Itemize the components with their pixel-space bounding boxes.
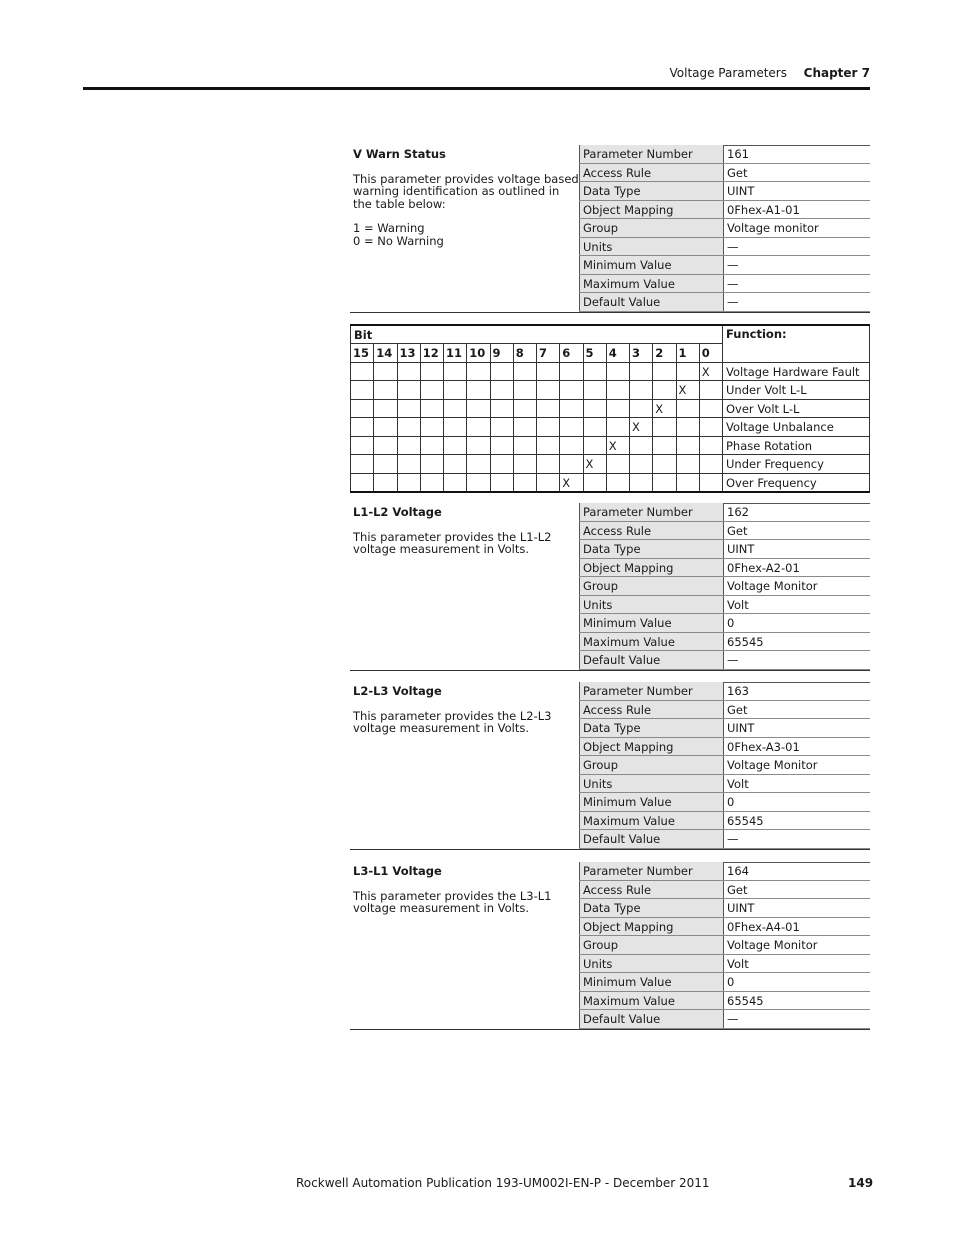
bit-cell xyxy=(583,473,606,492)
bit-cell xyxy=(676,455,699,474)
bit-cell xyxy=(653,418,676,437)
table-row xyxy=(351,455,870,474)
bit-cell xyxy=(653,473,676,492)
attr-value: 65545 xyxy=(727,634,764,649)
divider xyxy=(350,1029,870,1030)
bit-cell xyxy=(606,399,629,418)
attr-label: Maximum Value xyxy=(579,633,724,651)
attr-value: — xyxy=(727,832,739,846)
bit-cell xyxy=(560,436,583,455)
attr-value: — xyxy=(727,239,739,254)
attr-row xyxy=(579,256,870,275)
param-block-l3-l1-voltage xyxy=(350,862,870,1030)
attr-label: Access Rule xyxy=(579,164,724,182)
param-description-text: This parameter provides the L1-L2 voltage measurement in Volts. xyxy=(353,529,552,556)
attr-label: Group xyxy=(579,577,724,595)
bit-cell xyxy=(537,418,560,437)
attr-value: Get xyxy=(727,165,748,180)
attr-value: 0Fhex-A3-01 xyxy=(727,739,800,754)
bit-cell xyxy=(490,418,513,437)
attr-value: Voltage monitor xyxy=(727,221,819,235)
bit-cell xyxy=(653,362,676,381)
divider xyxy=(350,670,870,671)
bit-cell xyxy=(397,362,420,381)
bit-number: 0 xyxy=(699,344,722,363)
bit-cell xyxy=(374,418,397,437)
attr-row xyxy=(579,522,870,541)
attr-value: — xyxy=(727,258,739,272)
attr-row xyxy=(579,503,870,522)
bit-number: 12 xyxy=(420,344,443,363)
bit-cell xyxy=(583,381,606,400)
attr-label: Group xyxy=(579,219,724,237)
bit-number: 5 xyxy=(583,344,606,363)
section-title: Voltage Parameters xyxy=(669,66,787,80)
attr-row xyxy=(579,793,870,812)
bit-number: 8 xyxy=(513,344,536,363)
function-cell: Phase Rotation xyxy=(723,436,870,455)
bit-cell xyxy=(699,381,722,400)
attr-value: 0Fhex-A1-01 xyxy=(727,202,800,217)
table-row xyxy=(351,399,870,418)
bit-cell xyxy=(467,473,490,492)
attr-value: 0Fhex-A4-01 xyxy=(727,919,800,934)
attr-row xyxy=(579,540,870,559)
attr-value: Voltage Monitor xyxy=(727,758,818,772)
bit-cell xyxy=(374,362,397,381)
attr-label: Parameter Number xyxy=(579,682,724,700)
bit-cell xyxy=(630,381,653,400)
attr-label: Parameter Number xyxy=(579,862,724,880)
param-title: L3-L1 Voltage xyxy=(353,864,442,878)
param-title: L1-L2 Voltage xyxy=(353,505,442,519)
bit-number: 2 xyxy=(653,344,676,363)
bit-cell xyxy=(653,436,676,455)
attr-value: 65545 xyxy=(727,993,764,1008)
attr-label: Default Value xyxy=(579,830,724,848)
page-number: 149 xyxy=(848,1176,874,1190)
attr-label: Object Mapping xyxy=(579,201,724,219)
attr-value: 163 xyxy=(727,684,749,698)
bit-cell xyxy=(676,436,699,455)
attr-value: Voltage Monitor xyxy=(727,579,818,593)
attr-row xyxy=(579,830,870,849)
attr-row xyxy=(579,936,870,955)
attr-label: Group xyxy=(579,936,724,954)
bit-cell: X xyxy=(699,362,722,381)
bit-cell xyxy=(467,418,490,437)
bit-cell xyxy=(560,362,583,381)
attr-row xyxy=(579,812,870,831)
bit-cell xyxy=(374,399,397,418)
bit-cell xyxy=(351,362,374,381)
bit-cell xyxy=(397,436,420,455)
bit-number: 9 xyxy=(490,344,513,363)
bit-cell xyxy=(397,455,420,474)
attr-value: 0 xyxy=(727,795,735,809)
divider xyxy=(350,312,870,313)
bit-cell xyxy=(420,418,443,437)
divider xyxy=(350,849,870,850)
bit-header: Bit xyxy=(351,325,723,344)
attr-row xyxy=(579,738,870,757)
attr-label: Group xyxy=(579,756,724,774)
bit-cell xyxy=(374,381,397,400)
bit-cell xyxy=(397,418,420,437)
bit-cell xyxy=(467,362,490,381)
attr-label: Access Rule xyxy=(579,701,724,719)
attr-value: — xyxy=(727,1012,739,1026)
function-cell: Over Volt L-L xyxy=(723,399,870,418)
function-cell: Under Volt L-L xyxy=(723,381,870,400)
bit-cell xyxy=(513,473,536,492)
bit-cell xyxy=(513,418,536,437)
attr-row xyxy=(579,955,870,974)
attr-value: UINT xyxy=(727,901,755,915)
param-attributes xyxy=(579,503,870,670)
legend-no-warning: 0 = No Warning xyxy=(353,233,444,248)
bit-cell xyxy=(699,436,722,455)
attr-row xyxy=(579,238,870,257)
bit-cell xyxy=(444,362,467,381)
bit-cell xyxy=(560,399,583,418)
attr-value: 0Fhex-A2-01 xyxy=(727,560,800,575)
bit-cell xyxy=(351,436,374,455)
bit-cell xyxy=(630,455,653,474)
attr-value: UINT xyxy=(727,184,755,198)
param-block-l1-l2-voltage xyxy=(350,503,870,671)
attr-row xyxy=(579,973,870,992)
bit-cell xyxy=(653,381,676,400)
attr-row xyxy=(579,775,870,794)
bit-cell xyxy=(513,436,536,455)
attr-label: Maximum Value xyxy=(579,992,724,1010)
attr-value: 65545 xyxy=(727,813,764,828)
attr-label: Default Value xyxy=(579,1010,724,1028)
attr-row xyxy=(579,992,870,1011)
attr-value: 162 xyxy=(727,505,749,519)
bit-cell: X xyxy=(560,473,583,492)
attr-row xyxy=(579,164,870,183)
bit-cell xyxy=(653,455,676,474)
bit-cell xyxy=(537,362,560,381)
bit-cell xyxy=(606,362,629,381)
attr-label: Object Mapping xyxy=(579,559,724,577)
attr-row xyxy=(579,145,870,164)
table-row xyxy=(351,473,870,492)
bit-cell xyxy=(676,418,699,437)
bit-cell xyxy=(676,362,699,381)
bit-cell xyxy=(420,399,443,418)
bit-cell xyxy=(467,399,490,418)
attr-label: Access Rule xyxy=(579,881,724,899)
attr-label: Units xyxy=(579,596,724,614)
attr-label: Access Rule xyxy=(579,522,724,540)
param-description-text: This parameter provides voltage based warning identification as outlined in the table below: xyxy=(353,171,579,211)
attr-row xyxy=(579,219,870,238)
attr-row xyxy=(579,201,870,220)
bit-cell xyxy=(397,399,420,418)
param-description xyxy=(350,682,579,850)
bit-cell xyxy=(490,455,513,474)
attr-label: Maximum Value xyxy=(579,275,724,293)
param-description-text: This parameter provides the L3-L1 voltage measurement in Volts. xyxy=(353,888,552,915)
bit-cell: X xyxy=(630,418,653,437)
attr-row xyxy=(579,559,870,578)
attr-label: Units xyxy=(579,238,724,256)
bit-number: 7 xyxy=(537,344,560,363)
function-cell: Voltage Unbalance xyxy=(723,418,870,437)
bit-cell xyxy=(467,455,490,474)
bit-cell xyxy=(420,362,443,381)
page-header xyxy=(83,66,870,90)
bit-cell xyxy=(420,473,443,492)
attr-value: UINT xyxy=(727,542,755,556)
bit-cell xyxy=(444,436,467,455)
bit-function-table xyxy=(350,324,870,493)
bit-number: 1 xyxy=(676,344,699,363)
param-description-text: This parameter provides the L2-L3 voltage measurement in Volts. xyxy=(353,708,552,735)
bit-cell xyxy=(513,455,536,474)
bit-cell xyxy=(537,399,560,418)
table-row xyxy=(351,381,870,400)
attr-row xyxy=(579,862,870,881)
attr-label: Minimum Value xyxy=(579,793,724,811)
bit-cell xyxy=(699,455,722,474)
bit-cell xyxy=(467,436,490,455)
attr-label: Default Value xyxy=(579,651,724,669)
attr-value: Get xyxy=(727,882,748,897)
bit-cell xyxy=(699,399,722,418)
attr-row xyxy=(579,275,870,294)
attr-row xyxy=(579,596,870,615)
attr-label: Maximum Value xyxy=(579,812,724,830)
attr-row xyxy=(579,1010,870,1029)
bit-cell xyxy=(490,362,513,381)
attr-label: Data Type xyxy=(579,899,724,917)
bit-cell xyxy=(606,455,629,474)
param-description xyxy=(350,145,579,313)
bit-cell xyxy=(583,436,606,455)
attr-row xyxy=(579,918,870,937)
bit-number: 6 xyxy=(560,344,583,363)
attr-row xyxy=(579,614,870,633)
attr-label: Data Type xyxy=(579,719,724,737)
bit-cell xyxy=(630,362,653,381)
bit-cell xyxy=(537,436,560,455)
bit-cell xyxy=(560,381,583,400)
attr-row xyxy=(579,633,870,652)
attr-label: Minimum Value xyxy=(579,256,724,274)
bit-number: 4 xyxy=(606,344,629,363)
attr-row xyxy=(579,899,870,918)
attr-row xyxy=(579,682,870,701)
bit-cell xyxy=(513,399,536,418)
attr-value: — xyxy=(727,295,739,309)
bit-cell xyxy=(699,418,722,437)
attr-value: 0 xyxy=(727,975,735,989)
bit-cell xyxy=(606,381,629,400)
bit-cell xyxy=(537,455,560,474)
bit-cell xyxy=(676,473,699,492)
bit-cell xyxy=(583,399,606,418)
attr-label: Data Type xyxy=(579,540,724,558)
attr-row xyxy=(579,293,870,312)
bit-cell xyxy=(351,381,374,400)
bit-cell xyxy=(537,473,560,492)
attr-row xyxy=(579,182,870,201)
bit-cell: X xyxy=(583,455,606,474)
bit-cell: X xyxy=(606,436,629,455)
attr-label: Object Mapping xyxy=(579,738,724,756)
bit-cell xyxy=(513,362,536,381)
attr-value: Get xyxy=(727,702,748,717)
bit-cell xyxy=(490,436,513,455)
attr-value: 161 xyxy=(727,147,749,161)
attr-value: Volt xyxy=(727,597,749,612)
param-block-l2-l3-voltage xyxy=(350,682,870,850)
bit-cell xyxy=(374,455,397,474)
attr-value: — xyxy=(727,653,739,667)
attr-value: Volt xyxy=(727,956,749,971)
bit-cell xyxy=(351,473,374,492)
param-block-v-warn-status xyxy=(350,145,870,313)
bit-cell xyxy=(444,455,467,474)
attr-value: Get xyxy=(727,523,748,538)
chapter-label: Chapter 7 xyxy=(803,66,870,80)
bit-number: 10 xyxy=(467,344,490,363)
bit-cell xyxy=(560,418,583,437)
attr-value: Volt xyxy=(727,776,749,791)
attr-label: Object Mapping xyxy=(579,918,724,936)
attr-value: Voltage Monitor xyxy=(727,938,818,952)
param-attributes xyxy=(579,145,870,312)
bit-cell xyxy=(583,362,606,381)
bit-cell xyxy=(420,455,443,474)
bit-cell xyxy=(537,381,560,400)
bit-cell xyxy=(490,399,513,418)
table-header-row xyxy=(351,325,870,344)
bit-cell xyxy=(444,473,467,492)
param-description xyxy=(350,503,579,671)
function-header: Function: xyxy=(723,325,870,362)
bit-number: 3 xyxy=(630,344,653,363)
param-description xyxy=(350,862,579,1030)
function-cell: Over Frequency xyxy=(723,473,870,492)
param-attributes xyxy=(579,862,870,1029)
attr-row xyxy=(579,651,870,670)
bit-cell xyxy=(351,455,374,474)
table-row xyxy=(351,418,870,437)
bit-cell xyxy=(351,399,374,418)
attr-label: Parameter Number xyxy=(579,503,724,521)
bit-cell: X xyxy=(676,381,699,400)
attr-value: — xyxy=(727,276,739,291)
attr-label: Data Type xyxy=(579,182,724,200)
bit-cell xyxy=(490,381,513,400)
attr-label: Minimum Value xyxy=(579,973,724,991)
bit-cell xyxy=(583,418,606,437)
table-row xyxy=(351,362,870,381)
bit-cell xyxy=(676,399,699,418)
table-row xyxy=(351,436,870,455)
param-title: L2-L3 Voltage xyxy=(353,684,442,698)
bit-cell xyxy=(374,436,397,455)
attr-value: UINT xyxy=(727,721,755,735)
bit-cell xyxy=(490,473,513,492)
bit-cell xyxy=(444,381,467,400)
bit-cell xyxy=(606,418,629,437)
bit-cell xyxy=(444,399,467,418)
bit-cell xyxy=(513,381,536,400)
attr-row xyxy=(579,881,870,900)
attr-label: Units xyxy=(579,955,724,973)
attr-row xyxy=(579,756,870,775)
bit-cell xyxy=(467,381,490,400)
publication-id: Rockwell Automation Publication 193-UM002I-EN-P - December 2011 xyxy=(296,1176,710,1190)
attr-value: 164 xyxy=(727,864,749,878)
bit-cell xyxy=(397,381,420,400)
bit-number: 14 xyxy=(374,344,397,363)
bit-cell xyxy=(420,436,443,455)
bit-cell xyxy=(444,418,467,437)
attr-label: Minimum Value xyxy=(579,614,724,632)
bit-cell xyxy=(630,436,653,455)
bit-cell xyxy=(397,473,420,492)
function-cell: Voltage Hardware Fault xyxy=(723,362,870,381)
attr-label: Parameter Number xyxy=(579,145,724,163)
param-attributes xyxy=(579,682,870,849)
bit-number: 15 xyxy=(351,344,374,363)
attr-value: 0 xyxy=(727,616,735,630)
function-cell: Under Frequency xyxy=(723,455,870,474)
attr-row xyxy=(579,701,870,720)
param-title: V Warn Status xyxy=(353,147,446,161)
bit-cell xyxy=(351,418,374,437)
attr-row xyxy=(579,577,870,596)
bit-cell xyxy=(699,473,722,492)
bit-number: 13 xyxy=(397,344,420,363)
legend-warning: 1 = Warning xyxy=(353,221,425,235)
bit-rows xyxy=(351,362,870,492)
bit-cell xyxy=(606,473,629,492)
attr-label: Units xyxy=(579,775,724,793)
bit-cell xyxy=(560,455,583,474)
bit-cell: X xyxy=(653,399,676,418)
bit-number: 11 xyxy=(444,344,467,363)
attr-row xyxy=(579,719,870,738)
bit-cell xyxy=(420,381,443,400)
bit-cell xyxy=(630,473,653,492)
attr-label: Default Value xyxy=(579,293,724,311)
bit-cell xyxy=(630,399,653,418)
bit-cell xyxy=(374,473,397,492)
